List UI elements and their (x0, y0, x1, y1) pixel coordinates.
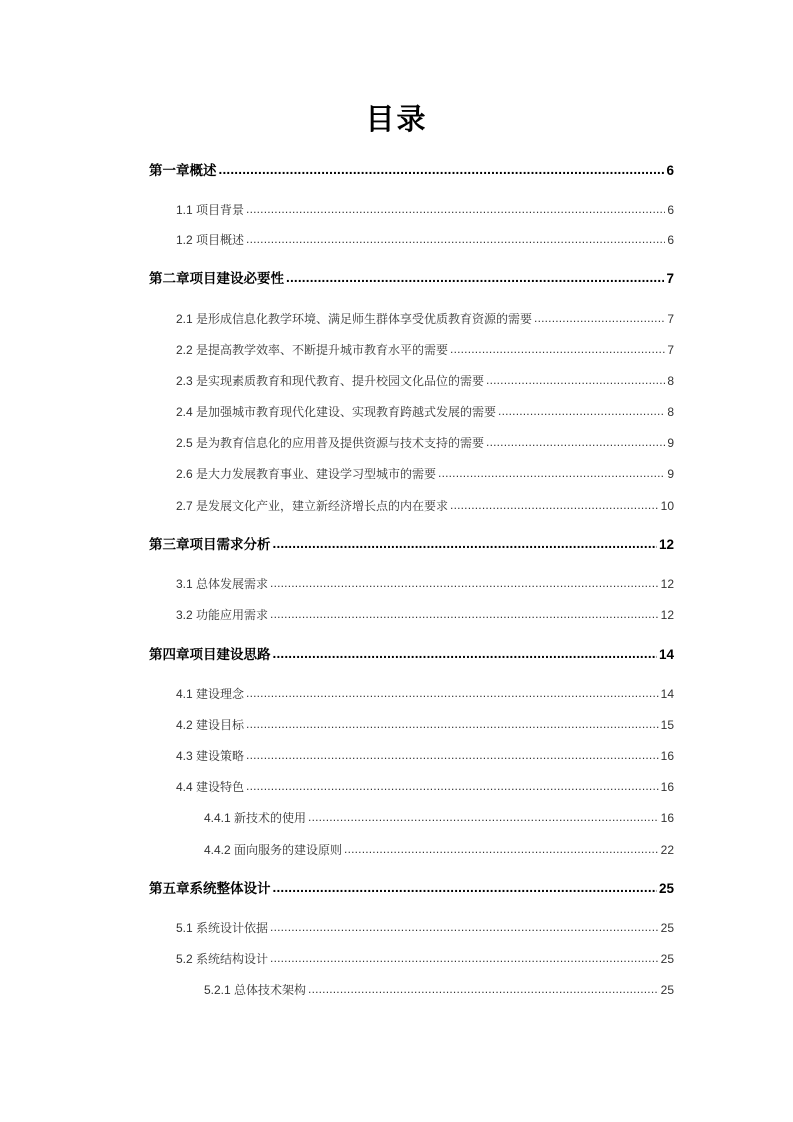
dot-leader (344, 839, 659, 859)
toc-entry-page: 8 (667, 405, 674, 419)
toc-entry-chapter-1[interactable] (149, 161, 674, 181)
toc-entry-page: 25 (660, 952, 674, 966)
toc-entry-3-1[interactable] (176, 574, 674, 594)
dot-leader (534, 308, 665, 328)
dot-leader (486, 370, 665, 390)
toc-entry-label: 2.5 是为教育信息化的应用普及提供资源与技术支持的需要 (176, 436, 485, 450)
toc-entry-2-3[interactable] (176, 371, 674, 391)
toc-entry-page: 25 (660, 983, 674, 997)
dot-leader (270, 948, 659, 968)
toc-entry-3-2[interactable] (176, 605, 674, 625)
toc-entry-label: 2.4 是加强城市教育现代化建设、实现教育跨越式发展的需要 (176, 405, 497, 419)
toc-entry-chapter-4[interactable] (149, 645, 674, 665)
dot-leader (286, 268, 664, 288)
dot-leader (246, 714, 659, 734)
toc-entry-1-2[interactable] (176, 230, 674, 250)
toc-entry-label: 5.2 系统结构设计 (176, 952, 269, 966)
toc-entry-page: 15 (660, 718, 674, 732)
toc-entry-page: 7 (667, 343, 674, 357)
toc-entry-page: 7 (666, 271, 674, 286)
toc-title: 目录 (365, 104, 428, 136)
toc-entry-1-1[interactable] (176, 200, 674, 220)
toc-entry-label: 5.1 系统设计依据 (176, 921, 269, 935)
toc-entry-page: 16 (660, 811, 674, 825)
dot-leader (438, 463, 665, 483)
toc-entry-page: 16 (660, 780, 674, 794)
dot-leader (486, 432, 665, 452)
toc-entry-page: 6 (667, 233, 674, 247)
toc-entry-label: 第五章系统整体设计 (149, 881, 271, 896)
dot-leader (308, 979, 659, 999)
toc-entry-page: 8 (667, 374, 674, 388)
toc-entry-page: 7 (667, 312, 674, 326)
toc-entry-page: 12 (658, 537, 674, 552)
toc-entry-label: 3.2 功能应用需求 (176, 608, 269, 622)
toc-entry-label: 4.2 建设目标 (176, 718, 245, 732)
toc-entry-label: 4.1 建设理念 (176, 687, 245, 701)
toc-entry-4-4[interactable] (176, 777, 674, 797)
toc-entry-label: 4.4.2 面向服务的建设原则 (204, 843, 343, 857)
toc-entry-page: 25 (660, 921, 674, 935)
toc-entry-label: 第二章项目建设必要性 (149, 271, 284, 286)
dot-leader (308, 807, 659, 827)
toc-entry-label: 2.6 是大力发展教育事业、建设学习型城市的需要 (176, 467, 437, 481)
toc-entry-page: 22 (660, 843, 674, 857)
dot-leader (498, 401, 665, 421)
toc-entry-4-4-1[interactable] (204, 808, 674, 828)
dot-leader (219, 160, 665, 180)
toc-entry-label: 第三章项目需求分析 (149, 537, 271, 552)
toc-entry-5-2[interactable] (176, 949, 674, 969)
dot-leader (246, 229, 665, 249)
toc-entry-chapter-5[interactable] (149, 879, 674, 899)
toc-entry-4-1[interactable] (176, 684, 674, 704)
toc-entry-label: 1.1 项目背景 (176, 203, 245, 217)
toc-entry-label: 第四章项目建设思路 (149, 647, 271, 662)
dot-leader (273, 534, 657, 554)
toc-entry-label: 2.3 是实现素质教育和现代教育、提升校园文化品位的需要 (176, 374, 485, 388)
toc-entry-2-4[interactable] (176, 402, 674, 422)
toc-entry-label: 2.1 是形成信息化教学环境、满足师生群体享受优质教育资源的需要 (176, 312, 533, 326)
toc-entry-page: 9 (667, 436, 674, 450)
toc-entry-page: 14 (658, 647, 674, 662)
dot-leader (270, 573, 659, 593)
dot-leader (273, 878, 657, 898)
toc-entry-page: 6 (667, 203, 674, 217)
toc-entry-5-1[interactable] (176, 918, 674, 938)
toc-entry-2-7[interactable] (176, 496, 674, 516)
toc-entry-label: 4.3 建设策略 (176, 749, 245, 763)
toc-entry-page: 10 (660, 499, 674, 513)
toc-entry-page: 6 (666, 163, 674, 178)
toc-entry-2-1[interactable] (176, 309, 674, 329)
toc-entry-page: 12 (660, 577, 674, 591)
toc-entry-4-4-2[interactable] (204, 840, 674, 860)
dot-leader (273, 644, 657, 664)
dot-leader (246, 745, 659, 765)
toc-entry-label: 3.1 总体发展需求 (176, 577, 269, 591)
toc-entry-4-2[interactable] (176, 715, 674, 735)
toc-entry-page: 12 (660, 608, 674, 622)
toc-entry-2-5[interactable] (176, 433, 674, 453)
toc-entry-page: 25 (658, 881, 674, 896)
toc-entry-4-3[interactable] (176, 746, 674, 766)
dot-leader (246, 776, 659, 796)
dot-leader (270, 604, 659, 624)
dot-leader (450, 495, 659, 515)
toc-entry-page: 9 (667, 467, 674, 481)
toc-entry-label: 4.4.1 新技术的使用 (204, 811, 307, 825)
toc-entry-chapter-2[interactable] (149, 269, 674, 289)
dot-leader (246, 199, 665, 219)
toc-entry-5-2-1[interactable] (204, 980, 674, 1000)
dot-leader (450, 339, 665, 359)
toc-entry-2-2[interactable] (176, 340, 674, 360)
toc-entry-page: 14 (660, 687, 674, 701)
dot-leader (246, 683, 659, 703)
toc-entry-label: 2.7 是发展文化产业，建立新经济增长点的内在要求 (176, 499, 449, 513)
toc-entry-label: 1.2 项目概述 (176, 233, 245, 247)
toc-entry-label: 第一章概述 (149, 163, 217, 178)
toc-entry-label: 4.4 建设特色 (176, 780, 245, 794)
dot-leader (270, 917, 659, 937)
toc-entry-chapter-3[interactable] (149, 535, 674, 555)
toc-entry-2-6[interactable] (176, 464, 674, 484)
toc-entry-page: 16 (660, 749, 674, 763)
toc-entry-label: 2.2 是提高教学效率、不断提升城市教育水平的需要 (176, 343, 449, 357)
toc-entry-label: 5.2.1 总体技术架构 (204, 983, 307, 997)
